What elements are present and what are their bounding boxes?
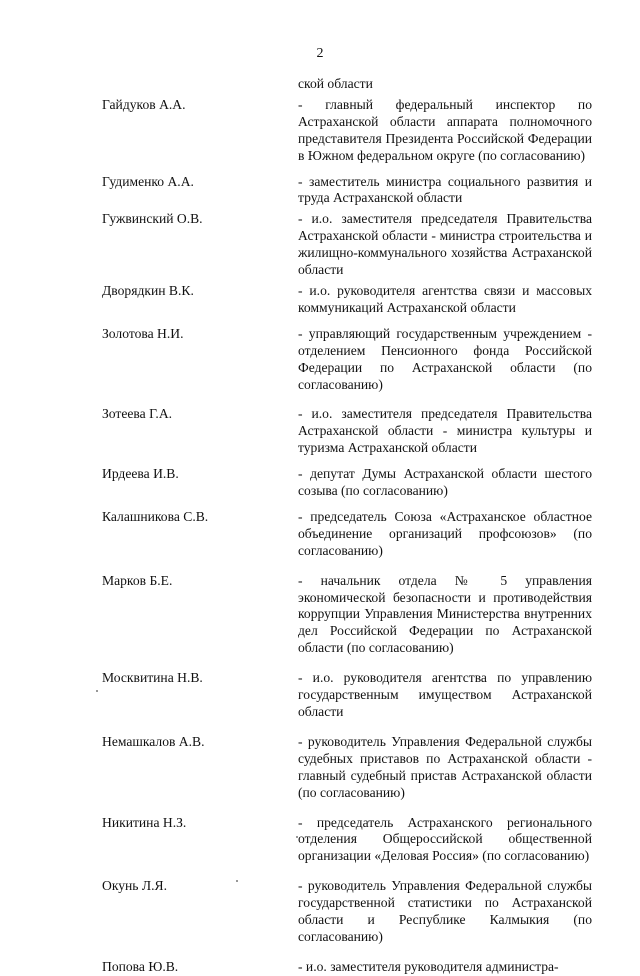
- member-position: - заместитель министра социального развития и труда Астраханской области: [298, 173, 592, 206]
- member-name: Москвитина Н.В.: [102, 670, 203, 686]
- member-position: - начальник отдела № 5 управления экономической безопасности и противодействия коррупции Управления Министерства внутренних дел Российской Федерации по Астраханской области (по согласованию): [298, 572, 592, 656]
- member-position: - депутат Думы Астраханской области шестого созыва (по согласованию): [298, 466, 592, 499]
- member-list: [102, 76, 592, 976]
- list-item: [102, 406, 592, 457]
- list-item: [102, 466, 592, 500]
- scan-speck: [236, 880, 238, 882]
- member-position: - председатель Астраханского регионального отделения Общероссийской общественной организации «Деловая Россия» (по согласованию): [298, 814, 592, 864]
- list-item: [102, 97, 592, 165]
- list-item: [102, 959, 592, 976]
- member-name: Золотова Н.И.: [102, 325, 184, 341]
- member-position: - руководитель Управления Федеральной службы государственной статистики по Астраханской области и Республике Калмыкия (по согласованию): [298, 878, 592, 944]
- list-item: [102, 734, 592, 802]
- list-item: [102, 815, 592, 866]
- list-item: [102, 174, 592, 208]
- member-name: Зотеева Г.А.: [102, 406, 173, 422]
- member-name: Гужвинский О.В.: [102, 211, 203, 227]
- list-item: [102, 670, 592, 721]
- member-name: Гайдуков А.А.: [102, 96, 186, 112]
- member-name: Калашникова С.В.: [102, 508, 209, 524]
- continuation-text: ской области: [298, 76, 373, 91]
- list-item: [102, 509, 592, 560]
- member-name: Марков Б.Е.: [102, 572, 173, 588]
- scan-speck: [296, 836, 298, 838]
- member-name: Окунь Л.Я.: [102, 878, 167, 894]
- page-number: 2: [316, 46, 324, 61]
- member-position: - и.о. руководителя агентства по управлению государственным имуществом Астраханской области: [298, 670, 592, 719]
- member-position: - управляющий государственным учреждением - отделением Пенсионного фонда Российской Федерации по Астраханской области (по согласованию): [298, 325, 592, 392]
- member-name: Дворядкин В.К.: [102, 282, 194, 298]
- member-position: - и.о. заместителя председателя Правительства Астраханской области - министра культуры и туризма Астраханской области: [298, 406, 592, 456]
- list-item: [102, 878, 592, 946]
- member-name: Никитина Н.З.: [102, 814, 187, 830]
- list-item: [102, 283, 592, 317]
- member-position: - и.о. заместителя председателя Правительства Астраханской области - министра строительства и жилищно-коммунального хозяйства Астраханской области: [298, 211, 592, 278]
- list-item: [102, 211, 592, 279]
- member-name: Гудименко А.А.: [102, 173, 194, 189]
- member-name: Немашкалов А.В.: [102, 733, 205, 749]
- list-item: [102, 326, 592, 394]
- member-position: - руководитель Управления Федеральной службы судебных приставов по Астраханской области - главный судебный пристав Астраханской области (по согласованию): [298, 733, 592, 800]
- list-item: [102, 573, 592, 658]
- member-position: - и.о. заместителя руководителя администра-: [298, 958, 559, 974]
- member-name: Попова Ю.В.: [102, 958, 179, 974]
- member-name: Ирдеева И.В.: [102, 466, 179, 482]
- member-position: - главный федеральный инспектор по Астраханской области аппарата полномочного представителя Президента Российской Федерации в Южном федеральном округе (по согласованию): [298, 96, 592, 163]
- scan-speck: [96, 690, 98, 692]
- member-position: - председатель Союза «Астраханское областное объединение организаций профсоюзов» (по согласованию): [298, 508, 592, 558]
- member-position: - и.о. руководителя агентства связи и массовых коммуникаций Астраханской области: [298, 282, 592, 315]
